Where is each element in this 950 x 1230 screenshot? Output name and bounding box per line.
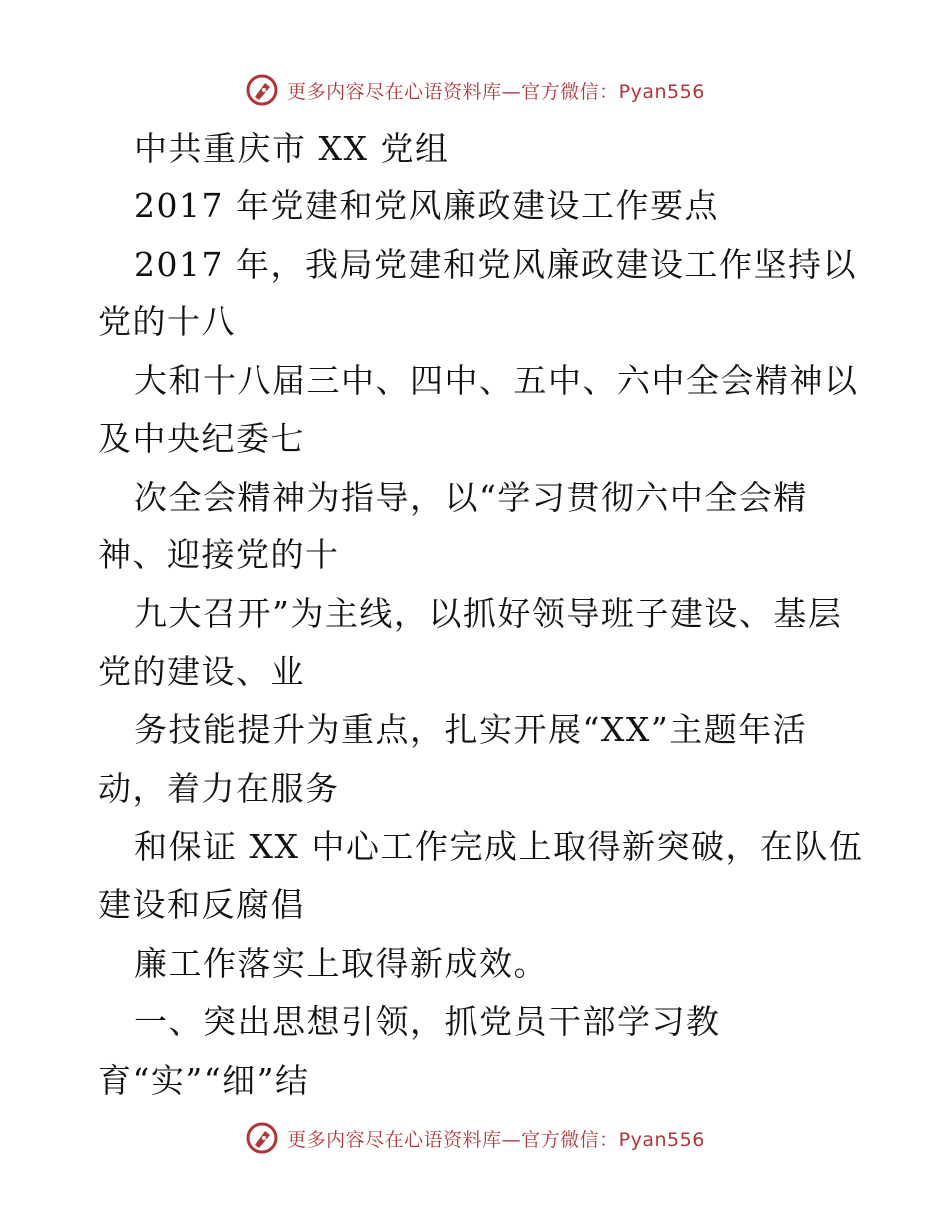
doc-paragraph-line: 次全会精神为指导，以“学习贯彻六中全会精 [134, 478, 808, 517]
doc-section-heading: 育“实”“细”结 [98, 1061, 310, 1100]
doc-paragraph-line: 建设和反腐倡 [98, 885, 305, 924]
doc-paragraph-line: 2017 年，我局党建和党风廉政建设工作坚持以 [134, 245, 857, 284]
doc-paragraph-line: 及中央纪委七 [98, 419, 305, 458]
watermark-text: 更多内容尽在心语资料库—官方微信：Pyan556 [287, 80, 705, 103]
doc-paragraph-line: 务技能提升为重点，扎实开展“XX”主题年活 [134, 710, 808, 749]
watermark-text: 更多内容尽在心语资料库—官方微信：Pyan556 [287, 1128, 705, 1151]
doc-paragraph-line: 和保证 XX 中心工作完成上取得新突破，在队伍 [134, 827, 864, 866]
doc-paragraph-line: 党的十八 [98, 302, 236, 341]
watermark-footer [0, 1118, 950, 1158]
doc-paragraph-line: 动，着力在服务 [98, 769, 340, 808]
doc-section-heading: 一、突出思想引领，抓党员干部学习教 [134, 1002, 721, 1041]
doc-title-main: 2017 年党建和党风廉政建设工作要点 [134, 186, 719, 225]
pen-nib-logo-icon [245, 1121, 279, 1155]
doc-title-org: 中共重庆市 XX 党组 [134, 129, 450, 168]
doc-paragraph-line: 大和十八届三中、四中、五中、六中全会精神以 [134, 361, 859, 400]
doc-paragraph-line: 神、迎接党的十 [98, 535, 340, 574]
doc-paragraph-line: 九大召开”为主线，以抓好领导班子建设、基层 [134, 594, 843, 633]
doc-paragraph-line: 党的建设、业 [98, 652, 305, 691]
doc-paragraph-line: 廉工作落实上取得新成效。 [134, 944, 548, 983]
